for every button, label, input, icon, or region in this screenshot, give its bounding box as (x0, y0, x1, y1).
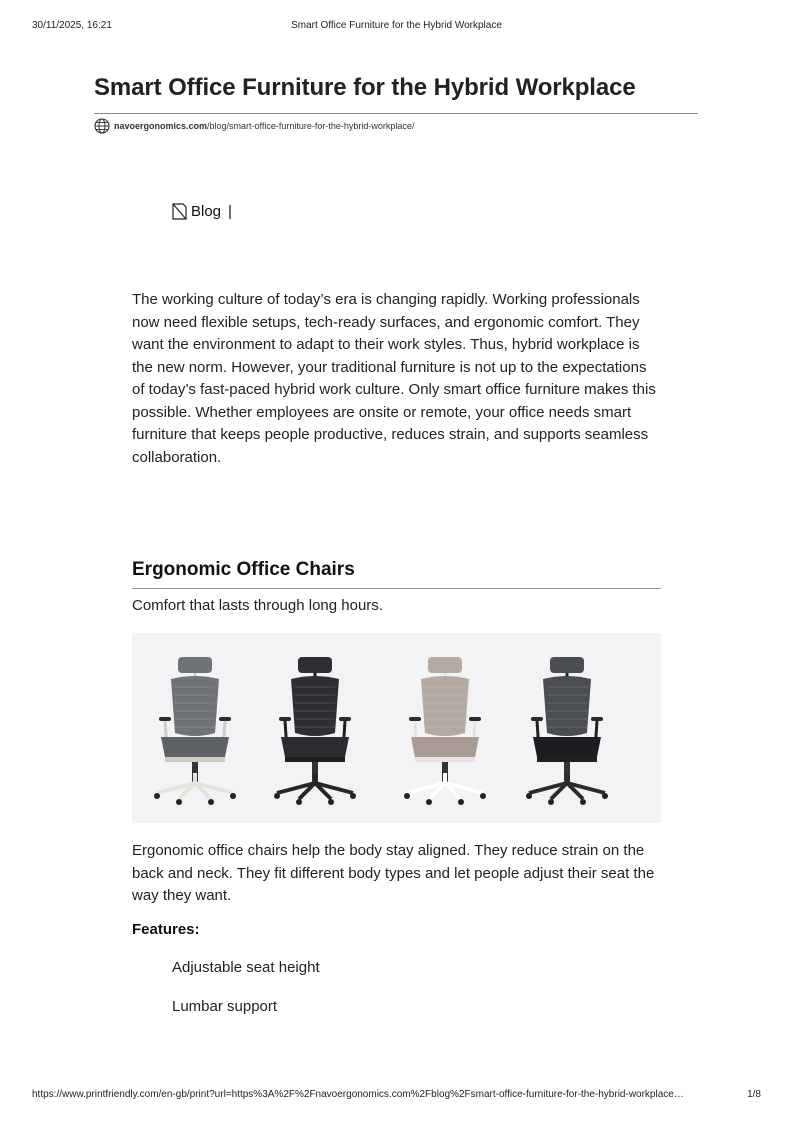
section-subheading: Comfort that lasts through long hours. (132, 597, 383, 614)
page-title: Smart Office Furniture for the Hybrid Workplace (94, 74, 636, 101)
print-url: https://www.printfriendly.com/en-gb/print?url=https%3A%2F%2Fnavoergonomics.com%2Fblog%2Fsmart-office-furniture-for-the-hybrid-workplace… (32, 1089, 684, 1100)
grey-mesh-chair (154, 657, 236, 805)
print-header (32, 20, 761, 34)
blog-separator: | (228, 202, 232, 220)
globe-icon (94, 118, 110, 134)
blog-breadcrumb (172, 201, 232, 221)
title-divider (94, 113, 698, 114)
feature-item: Adjustable seat height (172, 959, 320, 976)
print-datetime: 30/11/2025, 16:21 (32, 20, 112, 31)
black-leather-chair (274, 657, 356, 805)
chairs-paragraph: Ergonomic office chairs help the body stay aligned. They reduce strain on the back and neck. They fit different body types and let people adjust their seat the way they want. (132, 842, 655, 904)
page-indicator: 1/8 (747, 1089, 761, 1100)
print-footer (32, 1089, 761, 1103)
beige-mesh-chair (404, 657, 486, 805)
chairs-illustration (132, 633, 661, 823)
features-label: Features: (132, 921, 200, 938)
broken-image-icon (172, 203, 187, 220)
intro-paragraph: The working culture of today’s era is changing rapidly. Working professionals now need flexible setups, tech-ready surfaces, and ergonomic comfort. They want the environment to adapt to their work styles. Thus, hybrid workplace is the new norm. However, your traditional furniture is not up to the expectations of today’s fast-paced hybrid work culture. Only smart office furniture makes this possible. Whether employees are onsite or remote, your office needs smart furniture that keeps people productive, reduces strain, and supports seamless collaboration. (132, 291, 656, 466)
source-domain: navoergonomics.com (114, 121, 208, 131)
print-doc-title: Smart Office Furniture for the Hybrid Workplace (291, 20, 502, 31)
section-divider (132, 588, 661, 589)
blog-link[interactable]: Blog (191, 202, 222, 220)
source-link[interactable] (94, 118, 414, 134)
black-mesh-chair (526, 657, 608, 805)
source-path: /blog/smart-office-furniture-for-the-hybrid-workplace/ (207, 121, 415, 131)
chairs-image (132, 633, 661, 823)
section-heading: Ergonomic Office Chairs (132, 559, 355, 580)
feature-item: Lumbar support (172, 998, 278, 1015)
